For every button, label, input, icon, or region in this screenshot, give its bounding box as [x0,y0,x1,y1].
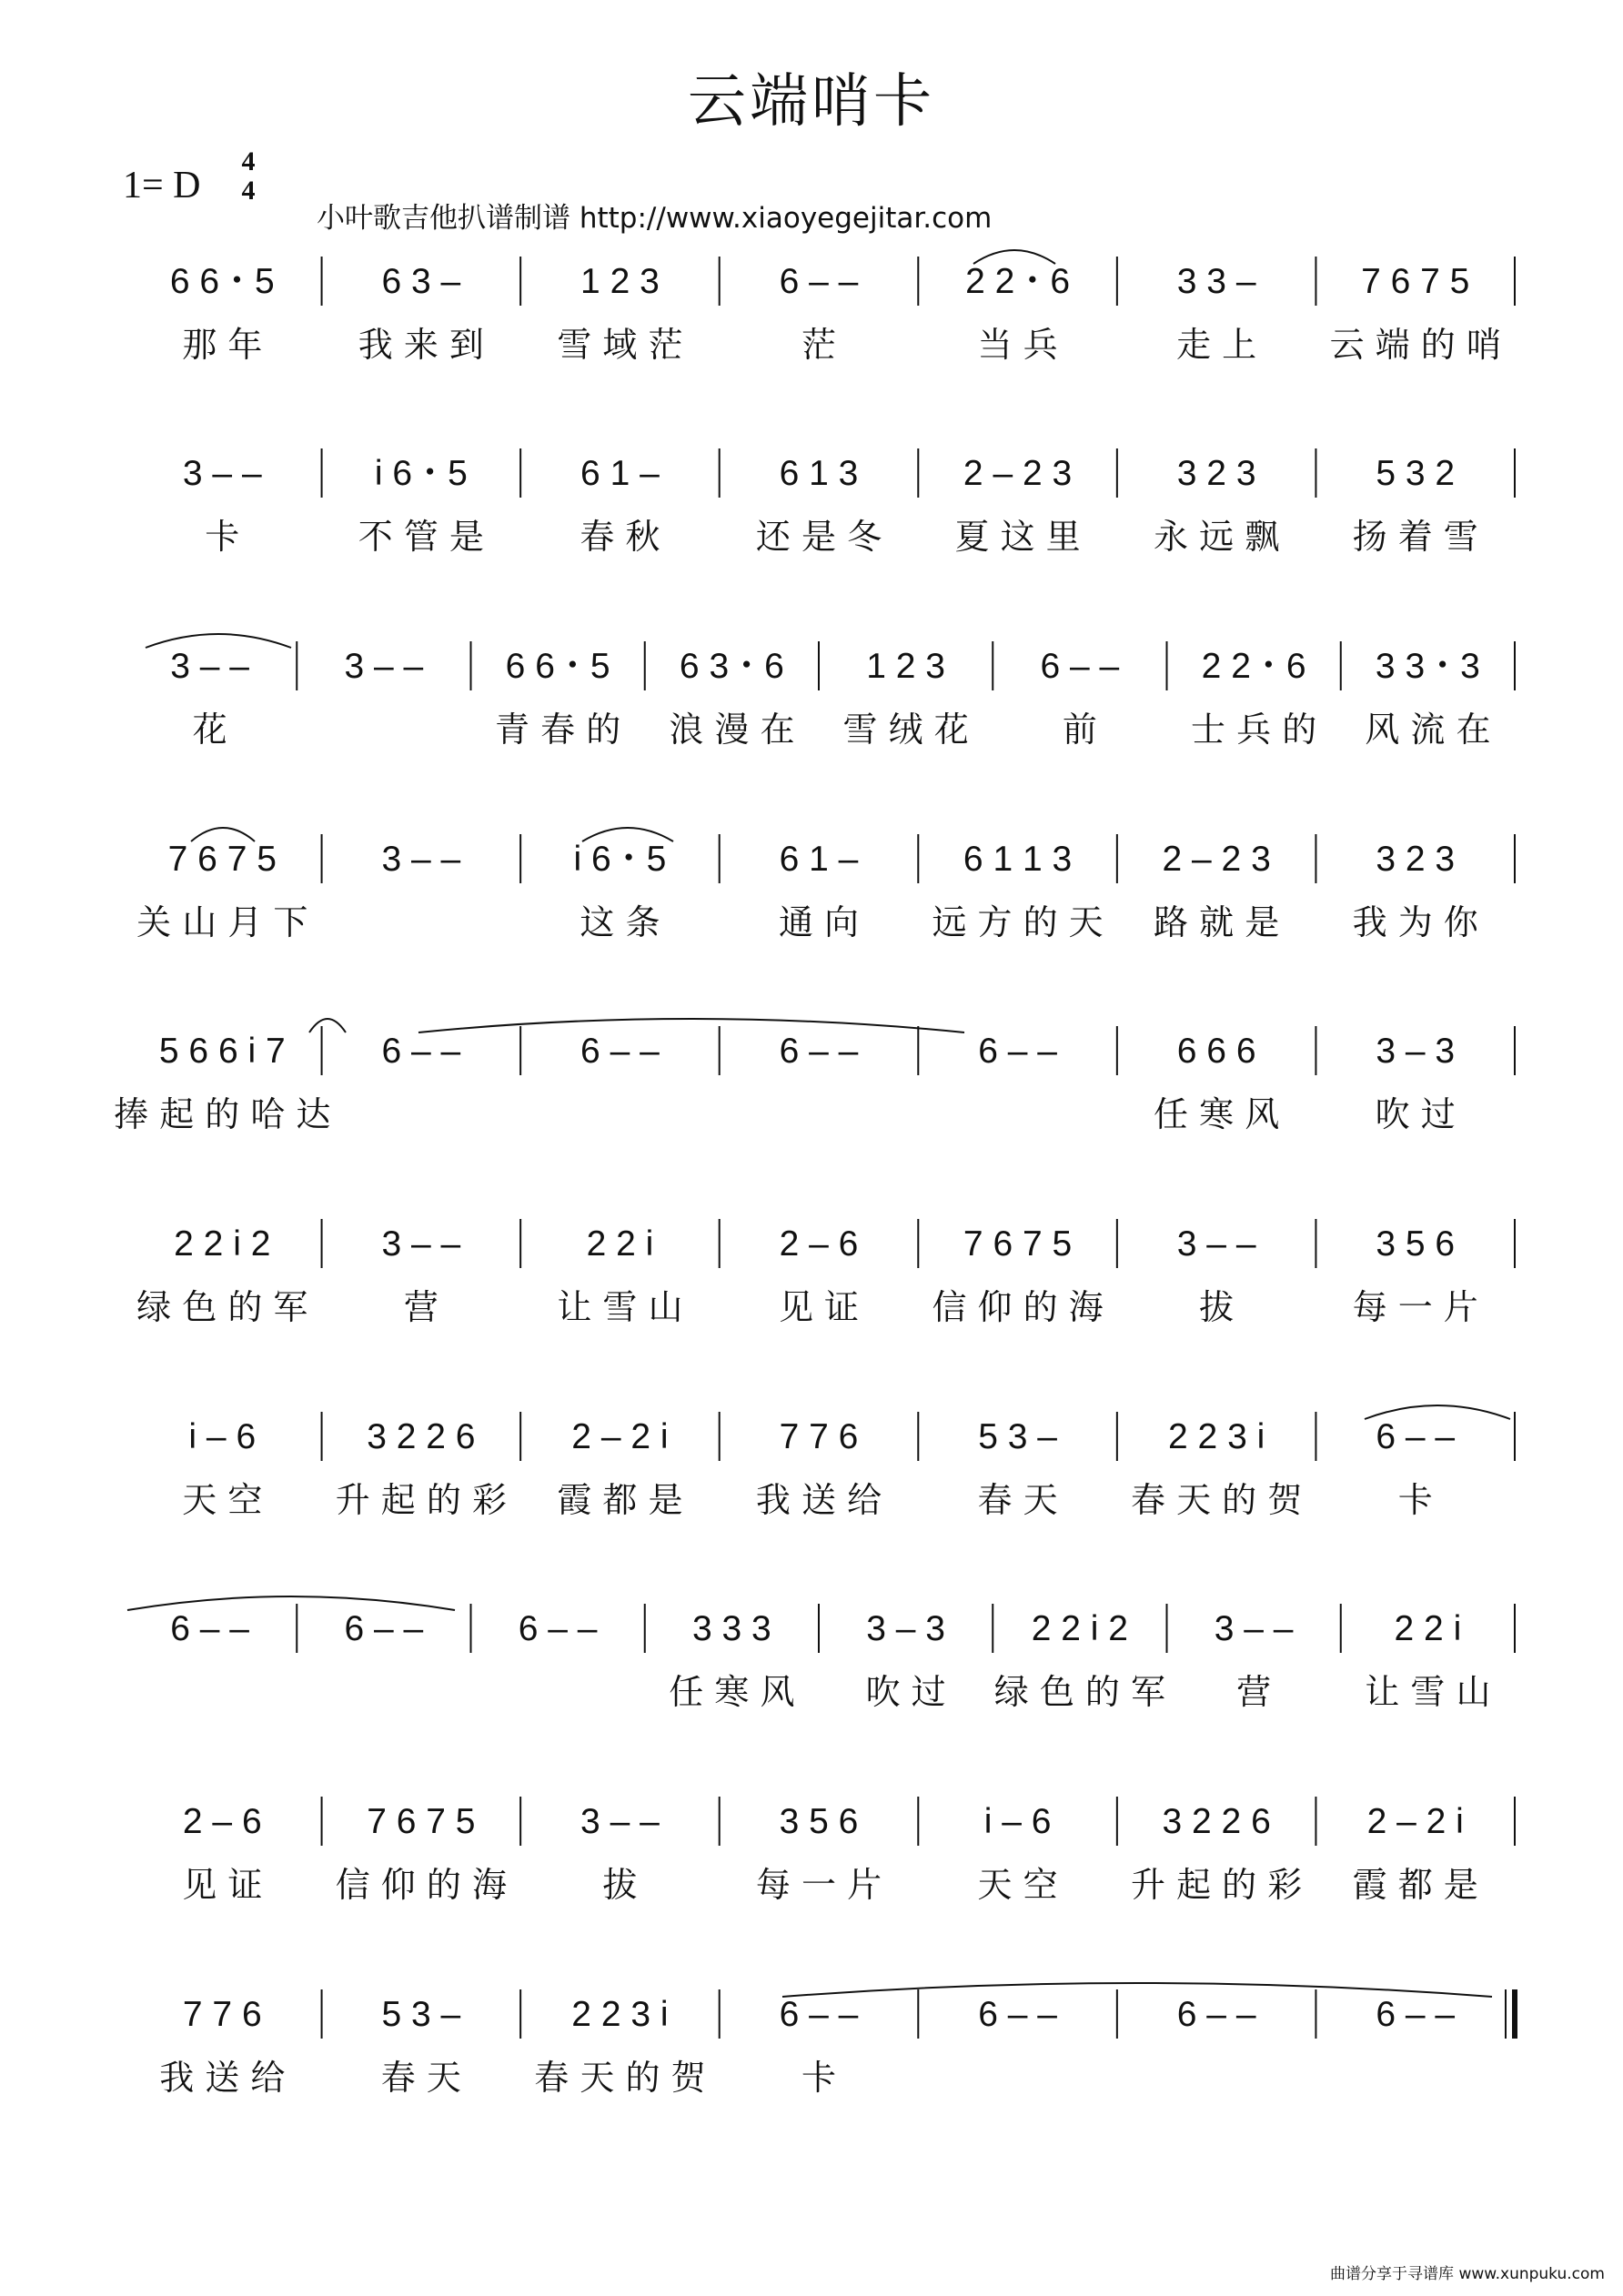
page-title: 云端哨卡 [688,68,935,136]
measure-notes: 3 – 3 [866,1609,945,1648]
measure-notes: 7 7 6 [182,1995,262,2034]
measure-notes: 3 5 6 [779,1802,859,1841]
lyric-text: 升 起 的 彩 [1131,1865,1303,1905]
measure-notes: 6 6 6 [1176,1032,1256,1071]
lyric-text: 通 向 [778,902,860,942]
lyric-text: 这 条 [580,902,660,942]
measure-notes: 6 6・5 [169,262,275,301]
lyric-text: 前 [1062,710,1097,750]
measure-notes: 6 1 – [580,454,660,493]
measure-notes: 6 – – [978,1032,1057,1071]
lyric-text: 春 天 的 贺 [1131,1480,1303,1520]
measure-notes: 3 2 2 6 [1162,1802,1271,1841]
tie-slur [418,1019,964,1032]
lyric-text: 营 [403,1287,439,1327]
measure-notes: 1 2 3 [866,647,945,686]
lyric-text: 卡 [205,517,240,557]
measure-notes: 3 – – [1176,1224,1256,1264]
time-signature-top: 4 [241,146,256,176]
lyric-text: 霞 都 是 [557,1480,683,1520]
lyric-text: 雪 域 茫 [557,325,683,365]
measure-notes: 3 2 3 [1176,454,1256,493]
measure-notes: 2 2 3 i [571,1995,669,2034]
lyric-text: 雪 绒 花 [842,710,969,750]
measure-notes: 2 – 2 i [571,1417,669,1456]
measure-notes: 6 6・5 [505,647,610,686]
measure-notes: 3 – – [381,840,461,879]
measure-notes: 7 6 7 5 [167,840,277,879]
lyric-text: 春 天 [977,1480,1058,1520]
lyric-text: 天 空 [977,1865,1058,1905]
lyric-text: 浪 漫 在 [669,710,795,750]
measure-notes: 6 – – [1040,647,1120,686]
lyric-text: 让 雪 山 [557,1287,683,1327]
lyric-text: 还 是 冬 [755,517,882,557]
lyric-text: 云 端 的 哨 [1329,325,1501,365]
measure-notes: 5 3 – [381,1995,461,2034]
measure-notes: 3 2 2 6 [367,1417,476,1456]
lyric-text: 走 上 [1176,325,1257,365]
measure-notes: 3 3 – [1176,262,1256,301]
measure-notes: i – 6 [983,1802,1052,1841]
measure-notes: 6 3 – [381,262,461,301]
tie-slur [309,1019,346,1032]
measure-notes: i 6・5 [374,454,468,493]
measure-notes: 2 – 2 3 [1162,840,1271,879]
measure-notes: 3 – – [1214,1609,1294,1648]
measure-notes: 3 – 3 [1376,1032,1456,1071]
measure-notes: 6 1 1 3 [963,840,1073,879]
measure-notes: 2 – 2 3 [963,454,1073,493]
lyric-text: 任 寒 风 [1154,1094,1280,1134]
measure-notes: 5 3 2 [1376,454,1456,493]
measure-notes: 7 7 6 [779,1417,859,1456]
measure-notes: 6 – – [779,1995,859,2034]
lyric-text: 拔 [1199,1287,1235,1327]
lyric-text: 不 管 是 [358,517,484,557]
measure-notes: 3 5 6 [1376,1224,1456,1264]
measure-notes: 5 6 6 i 7 [158,1032,286,1071]
measure-notes: i – 6 [188,1417,257,1456]
measure-notes: 2 2・6 [965,262,1071,301]
measure-notes: 5 3 – [978,1417,1057,1456]
lyric-text: 每 一 片 [755,1865,882,1905]
measure-notes: 6 – – [779,1032,859,1071]
lyric-text: 见 证 [778,1287,860,1327]
lyric-text: 我 送 给 [755,1480,882,1520]
lyric-text: 春 秋 [580,517,660,557]
footer-watermark: 曲谱分享于寻谱库 www.xunpuku.com [1330,2265,1605,2283]
lyric-text: 我 来 到 [358,325,484,365]
key-signature: 1= D [123,165,201,206]
measure-notes: 6 3・6 [679,647,784,686]
lyric-text: 信 仰 的 海 [932,1287,1104,1327]
measure-notes: 3 – – [344,647,424,686]
lyric-text: 吹 过 [865,1672,946,1712]
measure-notes: 2 2 3 i [1168,1417,1265,1456]
lyric-text: 青 春 的 [495,710,621,750]
lyric-text: 永 远 飘 [1154,517,1280,557]
lyric-text: 绿 色 的 军 [136,1287,308,1327]
lyric-text: 春 天 的 贺 [534,2058,706,2098]
lyric-text: 卡 [1397,1480,1433,1520]
measure-notes: 3 3 3 [692,1609,771,1648]
lyric-text: 捧 起 的 哈 达 [114,1094,331,1134]
lyric-text: 风 流 在 [1365,710,1491,750]
measure-notes: 2 2 i 2 [1031,1609,1128,1648]
measure-notes: 6 – – [1176,1995,1256,2034]
measure-notes: 2 – 6 [182,1802,262,1841]
lyric-text: 当 兵 [977,325,1058,365]
lyric-text: 信 仰 的 海 [335,1865,507,1905]
measure-notes: 1 2 3 [580,262,660,301]
lyric-text: 拔 [602,1865,638,1905]
measure-notes: 3 3・3 [1375,647,1480,686]
lyric-text: 路 就 是 [1154,902,1280,942]
measure-notes: 6 1 3 [779,454,859,493]
measure-notes: 6 – – [1376,1995,1456,2034]
lyric-text: 营 [1236,1672,1272,1712]
measure-notes: i 6・5 [573,840,667,879]
measure-notes: 2 2 i [586,1224,654,1264]
measure-notes: 2 2 i [1394,1609,1462,1648]
measure-notes: 6 – – [170,1609,249,1648]
measure-notes: 2 – 2 i [1366,1802,1464,1841]
lyric-text: 绿 色 的 军 [993,1672,1165,1712]
measure-notes: 2 – 6 [779,1224,859,1264]
measure-notes: 6 – – [580,1032,660,1071]
measure-notes: 6 1 – [779,840,859,879]
measure-notes: 6 – – [779,262,859,301]
lyric-text: 每 一 片 [1352,1287,1478,1327]
lyric-text: 关 山 月 下 [136,902,308,942]
measure-notes: 7 6 7 5 [963,1224,1073,1264]
measure-notes: 6 – – [381,1032,461,1071]
lyric-text: 霞 都 是 [1352,1865,1478,1905]
lyric-text: 远 方 的 天 [932,902,1104,942]
lyric-text: 那 年 [182,325,263,365]
tie-slur [127,1596,455,1610]
lyric-text: 茫 [801,325,837,365]
lyric-text: 吹 过 [1375,1094,1456,1134]
lyric-text: 我 为 你 [1352,902,1478,942]
measure-notes: 3 2 3 [1376,840,1456,879]
measure-notes: 7 6 7 5 [1361,262,1470,301]
lyric-text: 扬 着 雪 [1352,517,1478,557]
measure-notes: 6 – – [518,1609,598,1648]
lyric-text: 让 雪 山 [1365,1672,1491,1712]
lyric-text: 夏 这 里 [954,517,1081,557]
measure-notes: 3 – – [580,1802,660,1841]
tie-slur [146,634,291,648]
measure-notes: 6 – – [344,1609,424,1648]
lyric-text: 士 兵 的 [1191,710,1317,750]
transcriber-credit: 小叶歌吉他扒谱制谱 http://www.xiaoyegejitar.com [317,202,993,235]
measure-notes: 3 – – [182,454,262,493]
measure-notes: 3 – – [170,647,249,686]
lyric-text: 任 寒 风 [669,1672,795,1712]
lyric-text: 春 天 [380,2058,461,2098]
measure-notes: 7 6 7 5 [367,1802,476,1841]
lyric-text: 花 [192,710,227,750]
lyric-text: 我 送 给 [159,2058,286,2098]
lyric-text: 升 起 的 彩 [335,1480,507,1520]
lyric-text: 卡 [801,2058,837,2098]
lyric-text: 见 证 [182,1865,263,1905]
measure-notes: 6 – – [1376,1417,1456,1456]
measure-notes: 3 – – [381,1224,461,1264]
measure-notes: 2 2 i 2 [174,1224,271,1264]
measure-notes: 2 2・6 [1201,647,1306,686]
lyric-text: 天 空 [182,1480,263,1520]
time-signature-bottom: 4 [241,176,256,206]
measure-notes: 6 – – [978,1995,1057,2034]
